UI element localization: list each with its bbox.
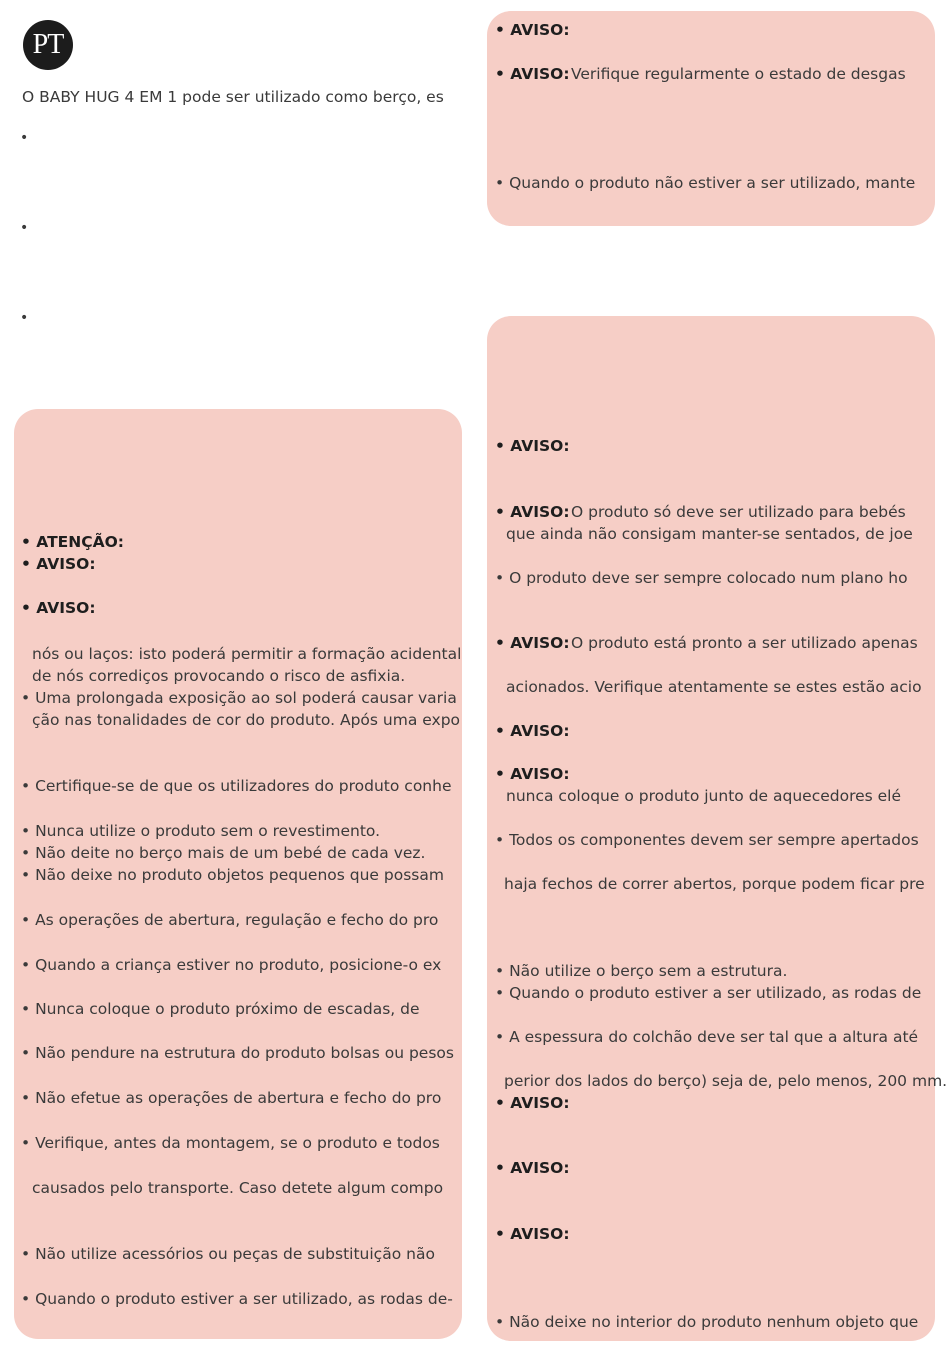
text-line: • Quando o produto estiver a ser utilizado, as rodas de- [21, 1290, 453, 1308]
warning-heading: • AVISO: [495, 722, 570, 740]
text-line: • Nunca coloque o produto próximo de escadas, de [21, 1000, 420, 1018]
text-line: ção nas tonalidades de cor do produto. Após uma expo [32, 711, 461, 729]
warning-heading: • AVISO: [495, 1225, 570, 1243]
text-line: • Não pendure na estrutura do produto bolsas ou pesos [21, 1044, 454, 1062]
text-line: O produto está pronto a ser utilizado apenas [571, 634, 918, 652]
text-line: • As operações de abertura, regulação e fecho do pro [21, 911, 439, 929]
text-line: O produto só deve ser utilizado para bebés [571, 503, 906, 521]
warning-heading: • AVISO: [21, 555, 96, 573]
text-line: • Não utilize o berço sem a estrutura. [495, 962, 788, 980]
text-line: • Não utilize acessórios ou peças de substituição não [21, 1245, 435, 1263]
text-line: de nós corrediços provocando o risco de asfixia. [32, 667, 406, 685]
text-line: • A espessura do colchão deve ser tal que a altura até [495, 1028, 919, 1046]
text-line: • Não efetue as operações de abertura e fecho do pro [21, 1089, 442, 1107]
text-line: perior dos lados do berço) seja de, pelo menos, 200 mm. [504, 1072, 948, 1090]
warning-heading: • AVISO: [495, 1094, 570, 1112]
text-line: nunca coloque o produto junto de aquecedores elé [506, 787, 902, 805]
text-line: acionados. Verifique atentamente se estes estão acio [506, 678, 922, 696]
warning-heading: • AVISO: [495, 437, 570, 455]
text-line: • Não deixe no interior do produto nenhum objeto que [495, 1313, 919, 1331]
text-line: • Todos os componentes devem ser sempre apertados [495, 831, 919, 849]
warning-heading: • AVISO: [495, 65, 570, 83]
text-line: • Não deite no berço mais de um bebé de cada vez. [21, 844, 426, 862]
text-line: nós ou laços: isto poderá permitir a formação acidental [32, 645, 462, 663]
warning-heading: • AVISO: [21, 599, 96, 617]
right-top-warning-box [487, 11, 935, 226]
text-line: • Certifique-se de que os utilizadores do produto conhe [21, 777, 452, 795]
list-bullet: • [20, 130, 29, 146]
text-line: • Nunca utilize o produto sem o revestimento. [21, 822, 381, 840]
text-line: • O produto deve ser sempre colocado num plano ho [495, 569, 908, 587]
warning-heading: • AVISO: [495, 634, 570, 652]
text-line: • Uma prolongada exposição ao sol poderá causar varia [21, 689, 457, 707]
warning-heading: • AVISO: [495, 503, 570, 521]
text-line: • Verifique, antes da montagem, se o produto e todos [21, 1134, 440, 1152]
text-line: haja fechos de correr abertos, porque podem ficar pre [504, 875, 925, 893]
text-line: Verifique regularmente o estado de desgas [571, 65, 906, 83]
warning-heading: • AVISO: [495, 765, 570, 783]
intro-text: O BABY HUG 4 EM 1 pode ser utilizado como berço, es [22, 88, 444, 106]
language-badge: PT [23, 20, 73, 70]
list-bullet: • [20, 310, 29, 326]
text-line: • Quando o produto não estiver a ser utilizado, mante [495, 174, 916, 192]
list-bullet: • [20, 220, 29, 236]
text-line: • Quando a criança estiver no produto, posicione-o ex [21, 956, 442, 974]
text-line: causados pelo transporte. Caso detete algum compo [32, 1179, 444, 1197]
text-line: que ainda não consigam manter-se sentados, de joe [506, 525, 913, 543]
right-warning-box [487, 316, 935, 1341]
warning-heading: • AVISO: [495, 21, 570, 39]
warning-heading: • ATENÇÃO: [21, 533, 124, 551]
text-line: • Quando o produto estiver a ser utilizado, as rodas de [495, 984, 922, 1002]
warning-heading: • AVISO: [495, 1159, 570, 1177]
text-line: • Não deixe no produto objetos pequenos que possam [21, 866, 444, 884]
